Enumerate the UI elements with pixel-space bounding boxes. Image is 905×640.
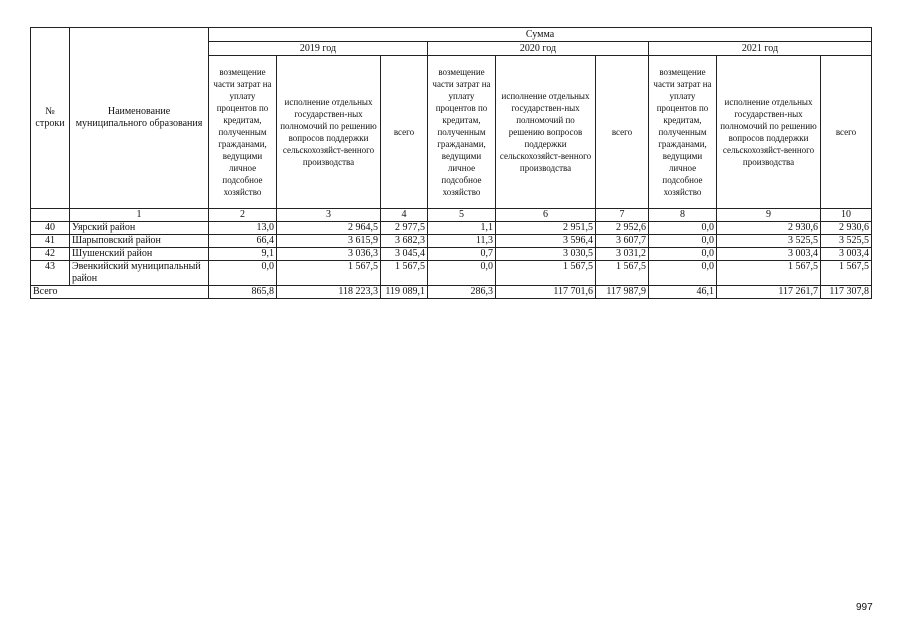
col-interest-header: возмещение части затрат на уплату процентов по кредитам, полученным гражданами, ведущими личное подсобное хозяйство (209, 56, 277, 209)
cell-value: 3 030,5 (496, 248, 596, 261)
cell-value: 2 964,5 (277, 222, 381, 235)
table-row (31, 248, 872, 261)
name-header: Наименование муниципального образования (70, 28, 209, 209)
cell-value: 0,0 (428, 261, 496, 286)
cell-value: 0,7 (428, 248, 496, 261)
col-powers-header: исполнение отдельных государствен-ных полномочий по решению вопросов поддержки сельскохозяйст-венного производства (717, 56, 821, 209)
col-total-header: всего (821, 56, 872, 209)
total-value: 46,1 (649, 286, 717, 299)
total-value: 286,3 (428, 286, 496, 299)
district-name: Уярский район (70, 222, 209, 235)
col-interest-header: возмещение части затрат на уплату процентов по кредитам, полученным гражданами, ведущими личное подсобное хозяйство (649, 56, 717, 209)
column-number: 4 (381, 209, 428, 222)
column-number: 5 (428, 209, 496, 222)
year-2020-header: 2020 год (428, 42, 649, 56)
row-number: 43 (31, 261, 70, 286)
cell-value: 1 567,5 (596, 261, 649, 286)
cell-value: 3 031,2 (596, 248, 649, 261)
row-number: 42 (31, 248, 70, 261)
column-number-row (31, 209, 872, 222)
table-row (31, 222, 872, 235)
cell-value: 3 003,4 (717, 248, 821, 261)
sum-header: Сумма (209, 28, 872, 42)
cell-value: 3 607,7 (596, 235, 649, 248)
cell-value: 0,0 (649, 248, 717, 261)
row-number: 41 (31, 235, 70, 248)
column-number: 6 (496, 209, 596, 222)
cell-value: 1,1 (428, 222, 496, 235)
column-number: 3 (277, 209, 381, 222)
cell-value: 1 567,5 (496, 261, 596, 286)
column-number: 2 (209, 209, 277, 222)
table-row (31, 261, 872, 286)
total-value: 118 223,3 (277, 286, 381, 299)
cell-value: 1 567,5 (381, 261, 428, 286)
cell-value: 2 977,5 (381, 222, 428, 235)
row-number-header: № строки (31, 28, 70, 209)
cell-value: 3 036,3 (277, 248, 381, 261)
cell-value: 2 930,6 (717, 222, 821, 235)
column-number: 10 (821, 209, 872, 222)
col-interest-header: возмещение части затрат на уплату процентов по кредитам, полученным гражданами, ведущими личное подсобное хозяйство (428, 56, 496, 209)
column-number: 8 (649, 209, 717, 222)
district-name: Эвенкийский муниципальный район (70, 261, 209, 286)
column-number: 1 (70, 209, 209, 222)
cell-value: 3 525,5 (821, 235, 872, 248)
cell-value: 13,0 (209, 222, 277, 235)
budget-table (30, 27, 872, 299)
cell-value: 3 682,3 (381, 235, 428, 248)
total-label: Всего (31, 286, 209, 299)
cell-value: 3 615,9 (277, 235, 381, 248)
column-number-blank (31, 209, 70, 222)
row-number: 40 (31, 222, 70, 235)
cell-value: 1 567,5 (821, 261, 872, 286)
cell-value: 0,0 (209, 261, 277, 286)
total-value: 117 987,9 (596, 286, 649, 299)
cell-value: 3 525,5 (717, 235, 821, 248)
cell-value: 2 930,6 (821, 222, 872, 235)
cell-value: 0,0 (649, 235, 717, 248)
cell-value: 1 567,5 (277, 261, 381, 286)
column-number: 9 (717, 209, 821, 222)
total-value: 117 261,7 (717, 286, 821, 299)
district-name: Шарыповский район (70, 235, 209, 248)
total-value: 865,8 (209, 286, 277, 299)
cell-value: 3 045,4 (381, 248, 428, 261)
cell-value: 3 003,4 (821, 248, 872, 261)
page-number: 997 (856, 602, 873, 613)
year-2021-header: 2021 год (649, 42, 872, 56)
total-value: 119 089,1 (381, 286, 428, 299)
col-total-header: всего (381, 56, 428, 209)
district-name: Шушенский район (70, 248, 209, 261)
cell-value: 66,4 (209, 235, 277, 248)
cell-value: 3 596,4 (496, 235, 596, 248)
cell-value: 2 951,5 (496, 222, 596, 235)
total-value: 117 307,8 (821, 286, 872, 299)
year-2019-header: 2019 год (209, 42, 428, 56)
cell-value: 11,3 (428, 235, 496, 248)
cell-value: 2 952,6 (596, 222, 649, 235)
cell-value: 1 567,5 (717, 261, 821, 286)
cell-value: 9,1 (209, 248, 277, 261)
col-powers-header: исполнение отдельных государствен-ных полномочий по решению вопросов поддержки сельскохозяйст-венного производства (277, 56, 381, 209)
table-row (31, 235, 872, 248)
col-total-header: всего (596, 56, 649, 209)
total-value: 117 701,6 (496, 286, 596, 299)
col-powers-header: исполнение отдельных государствен-ных полномочий по решению вопросов поддержки сельскохозяйст-венного производства (496, 56, 596, 209)
cell-value: 0,0 (649, 222, 717, 235)
cell-value: 0,0 (649, 261, 717, 286)
total-row (31, 286, 872, 299)
column-number: 7 (596, 209, 649, 222)
